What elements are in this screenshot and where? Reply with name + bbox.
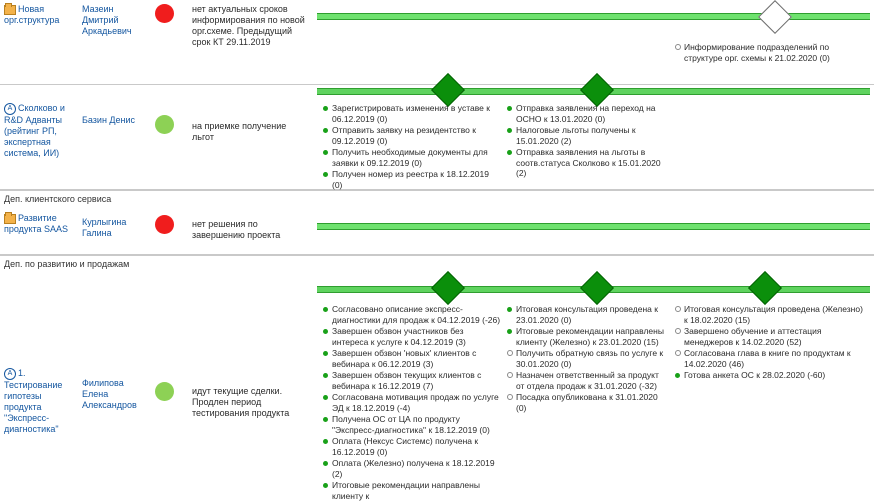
group-label: Деп. клиентского сервиса [4,194,112,204]
task-item[interactable]: Отправить заявку на резидентство к 09.12.2019 (0) [323,125,498,146]
a-circle-icon: A [4,368,16,380]
row-person-cell[interactable]: Курлыгина Галина [82,217,127,238]
status-badge [155,115,174,134]
task-item[interactable]: Получить необходимые документы для заявки к 09.12.2019 (0) [323,147,498,168]
table-row[interactable] [0,272,874,501]
row-comment-cell[interactable]: нет актуальных сроков информирования по новой орг.схеме. Предыдущий срок КТ 29.11.2019 [192,4,305,47]
task-item[interactable]: Отправка заявления на переход на ОСНО к 13.01.2020 (0) [507,103,667,124]
progress-bar [317,223,870,230]
row-person-cell[interactable]: Базин Денис [82,115,136,125]
task-item[interactable]: Оплата (Нексус Системс) получена к 16.12.2019 (0) [323,436,501,457]
row-timeline [313,0,874,84]
task-item[interactable]: Итоговая консультация проведена к 23.01.2020 (0) [507,304,667,325]
row-name-label: Развитие продукта SAAS [4,213,69,234]
task-item[interactable]: Итоговые рекомендации направлены клиенту (Железно) к 23.01.2020 (15) [507,326,667,347]
task-item[interactable]: Итоговая консультация проведена (Железно) к 18.02.2020 (15) [675,304,867,325]
milestone-diamond[interactable] [748,271,782,305]
row-timeline [313,272,874,501]
task-item[interactable]: Согласована мотивация продаж по услуге ЭД к 18.12.2019 (-4) [323,392,501,413]
task-item[interactable]: Зарегистрировать изменения в уставе к 06.12.2019 (0) [323,103,498,124]
task-item[interactable]: Получить обратную связь по услуге к 30.01.2020 (0) [507,348,667,369]
status-badge [155,215,174,234]
row-name-cell[interactable] [2,0,78,26]
task-item[interactable]: Готова анкета ОС к 28.02.2020 (-60) [675,370,867,381]
task-list [675,42,867,64]
task-list [507,304,667,414]
task-item[interactable]: Получен номер из реестра к 18.12.2019 (0) [323,169,498,190]
row-status-cell[interactable] [140,272,188,403]
task-item[interactable]: Оплата (Железно) получена к 18.12.2019 (2) [323,458,501,479]
folder-icon [4,214,16,224]
task-item[interactable]: Посадка опубликована к 31.01.2020 (0) [507,392,667,413]
task-item[interactable]: Налоговые льготы получены к 15.01.2020 (2) [507,125,667,146]
row-person-cell[interactable]: Мазеин Дмитрий Аркадьевич [82,4,132,36]
task-list [323,304,501,502]
task-item[interactable]: Назначен ответственный за продукт от отдела продаж к 31.01.2020 (-32) [507,370,667,391]
row-timeline [313,85,874,189]
task-list [675,304,867,382]
milestone-diamond[interactable] [758,0,792,34]
table-row[interactable] [0,85,874,190]
a-circle-icon: A [4,103,16,115]
row-name-cell[interactable] [2,85,78,159]
task-item[interactable]: Итоговые рекомендации направлены клиенту к [323,480,501,501]
folder-icon [4,5,16,15]
milestone-diamond[interactable] [580,271,614,305]
milestone-diamond[interactable] [431,271,465,305]
task-item[interactable]: Согласована глава в книге по продуктам к 14.02.2020 (46) [675,348,867,369]
row-comment-cell[interactable]: идут текущие сделки. Продлен период тестирования продукта [192,386,290,418]
row-status-cell[interactable] [140,0,188,25]
task-list [323,103,498,191]
row-status-cell[interactable] [140,207,188,236]
task-list [507,103,667,180]
row-name-label: Сколково и R&D Адванты (рейтинг РП, экспертная система, ИИ) [4,103,65,158]
task-item[interactable]: Согласовано описание экспресс-диагностики для продаж к 04.12.2019 (-26) [323,304,501,325]
task-item[interactable]: Завершен обзвон участников без интереса к услуге к 04.12.2019 (3) [323,326,501,347]
row-status-cell[interactable] [140,85,188,136]
row-person-cell[interactable]: Филипова Елена Александров [82,378,137,410]
row-name-label: 1. Тестирование гипотезы продукта "Экспресс-диагностика" [4,368,63,434]
status-badge [155,4,174,23]
task-item[interactable]: Получена ОС от ЦА по продукту "Экспресс-диагностика" к 18.12.2019 (0) [323,414,501,435]
task-item[interactable]: Информирование подразделений по структуре орг. схемы к 21.02.2020 (0) [675,42,867,63]
table-row[interactable] [0,0,874,85]
task-item[interactable]: Завершено обучение и аттестация менеджеров к 14.02.2020 (52) [675,326,867,347]
group-label: Деп. по развитию и продажам [4,259,130,269]
row-timeline [313,207,874,254]
row-name-label: Новая орг.структура [4,4,60,25]
row-name-cell[interactable] [2,207,78,235]
row-comment-cell[interactable]: на приемке получение льгот [192,121,287,142]
table-row[interactable] [0,207,874,255]
task-item[interactable]: Завершен обзвон 'новых' клиентов с вебинара к 06.12.2019 (3) [323,348,501,369]
status-badge [155,382,174,401]
task-item[interactable]: Завершен обзвон текущих клиентов с вебинара к 16.12.2019 (7) [323,370,501,391]
row-name-cell[interactable] [2,272,78,435]
task-item[interactable]: Отправка заявления на льготы в соотв.статуса Сколково к 15.01.2020 (2) [507,147,667,179]
row-comment-cell[interactable]: нет решения по завершению проекта [192,219,281,240]
